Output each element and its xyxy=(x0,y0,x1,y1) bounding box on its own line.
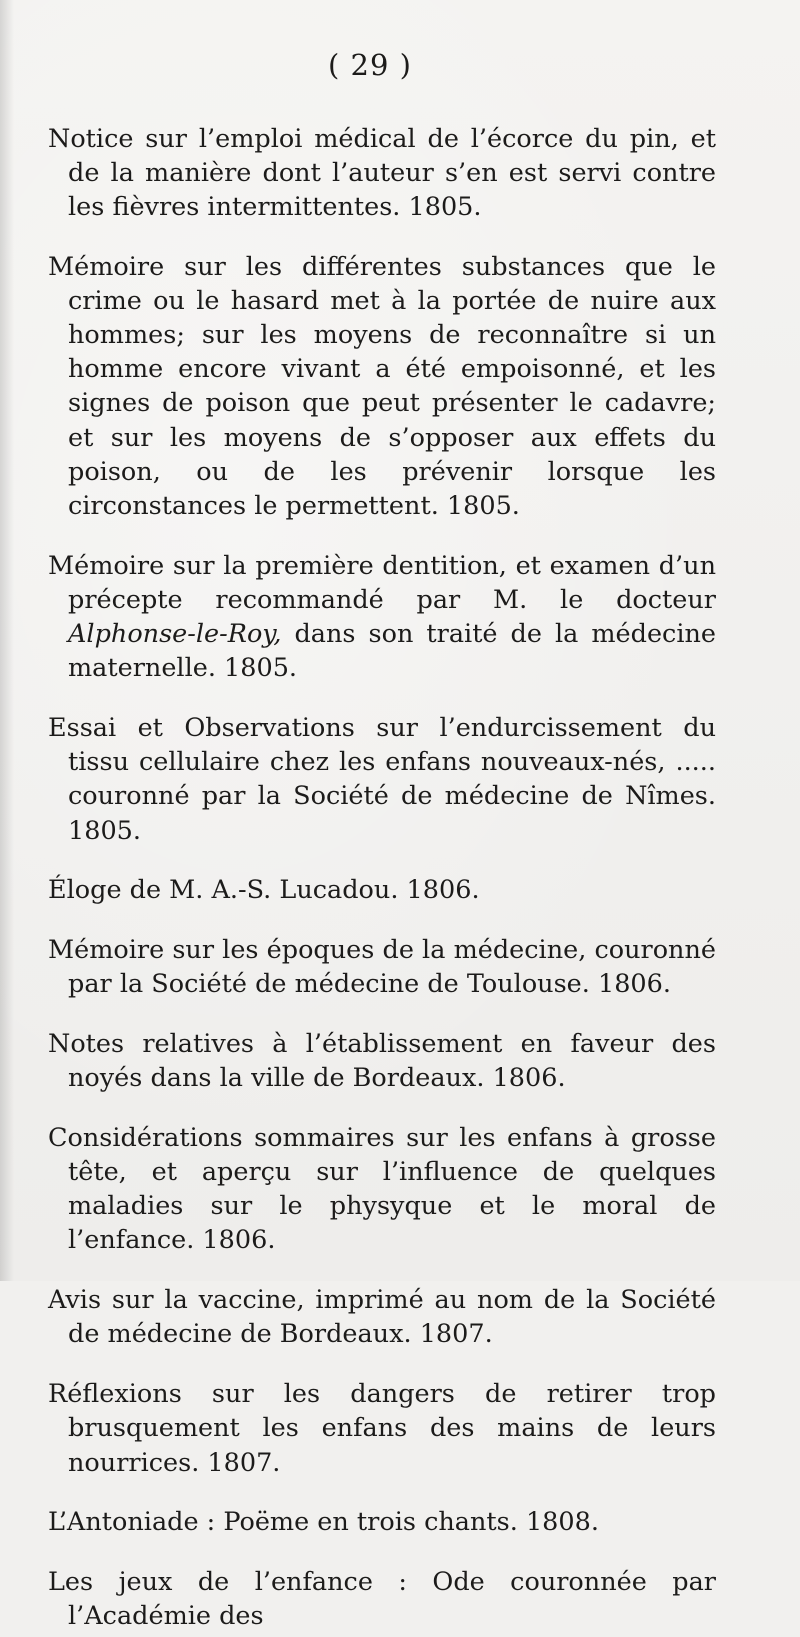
list-item: Considérations sommaires sur les enfans à grosse tête, et aperçu sur l’influence de quelques maladies sur le physyque et le moral de l’enfance. 1806. xyxy=(48,1122,716,1256)
list-item: Mémoire sur les époques de la médecine, couronné par la Société de médecine de Toulouse. 1806. xyxy=(48,935,716,1000)
entry-text: dans son traité de la médecine maternelle. 1805. xyxy=(68,619,716,684)
entry-text: Mémoire sur la première dentition, et examen d’un précepte recommandé par M. le docteur xyxy=(48,550,716,615)
entry-italic-name: Alphonse-le-Roy, xyxy=(68,619,282,650)
list-item: Notice sur l’emploi médical de l’écorce du pin, et de la manière dont l’auteur s’en est servi contre les fièvres intermittentes. 1805. xyxy=(48,123,716,222)
list-item: Mémoire sur les différentes substances que le crime ou le hasard met à la portée de nuire aux hommes; sur les moyens de reconnaître si un homme encore vivant a été empoisonné, et les signes de poison que peut présenter le cadavre; et sur les moyens de s’opposer aux effets du poison, ou de les prévenir lorsque les circonstances le permettent. 1805. xyxy=(48,251,716,522)
list-item xyxy=(48,549,716,686)
list-item: Avis sur la vaccine, imprimé au nom de la Société de médecine de Bordeaux. 1807. xyxy=(48,1285,716,1350)
list-item: Les jeux de l’enfance : Ode couronnée par l’Académie des xyxy=(48,1566,716,1632)
list-item: Éloge de M. A.-S. Lucadou. 1806. xyxy=(48,875,480,906)
list-item: Réflexions sur les dangers de retirer trop brusquement les enfans des mains de leurs nourrices. 1807. xyxy=(48,1379,716,1478)
list-item: Essai et Observations sur l’endurcissement du tissu cellulaire chez les enfans nouveaux-nés, ..... couronné par la Société de médecine de Nîmes. 1805. xyxy=(48,713,716,846)
page-number: ( 29 ) xyxy=(328,48,412,82)
list-item: L’Antoniade : Poëme en trois chants. 1808. xyxy=(48,1507,599,1538)
page-gutter-shadow xyxy=(0,0,14,1281)
list-item: Notes relatives à l’établissement en faveur des noyés dans la ville de Bordeaux. 1806. xyxy=(48,1028,716,1094)
bibliography-list xyxy=(48,96,716,1637)
